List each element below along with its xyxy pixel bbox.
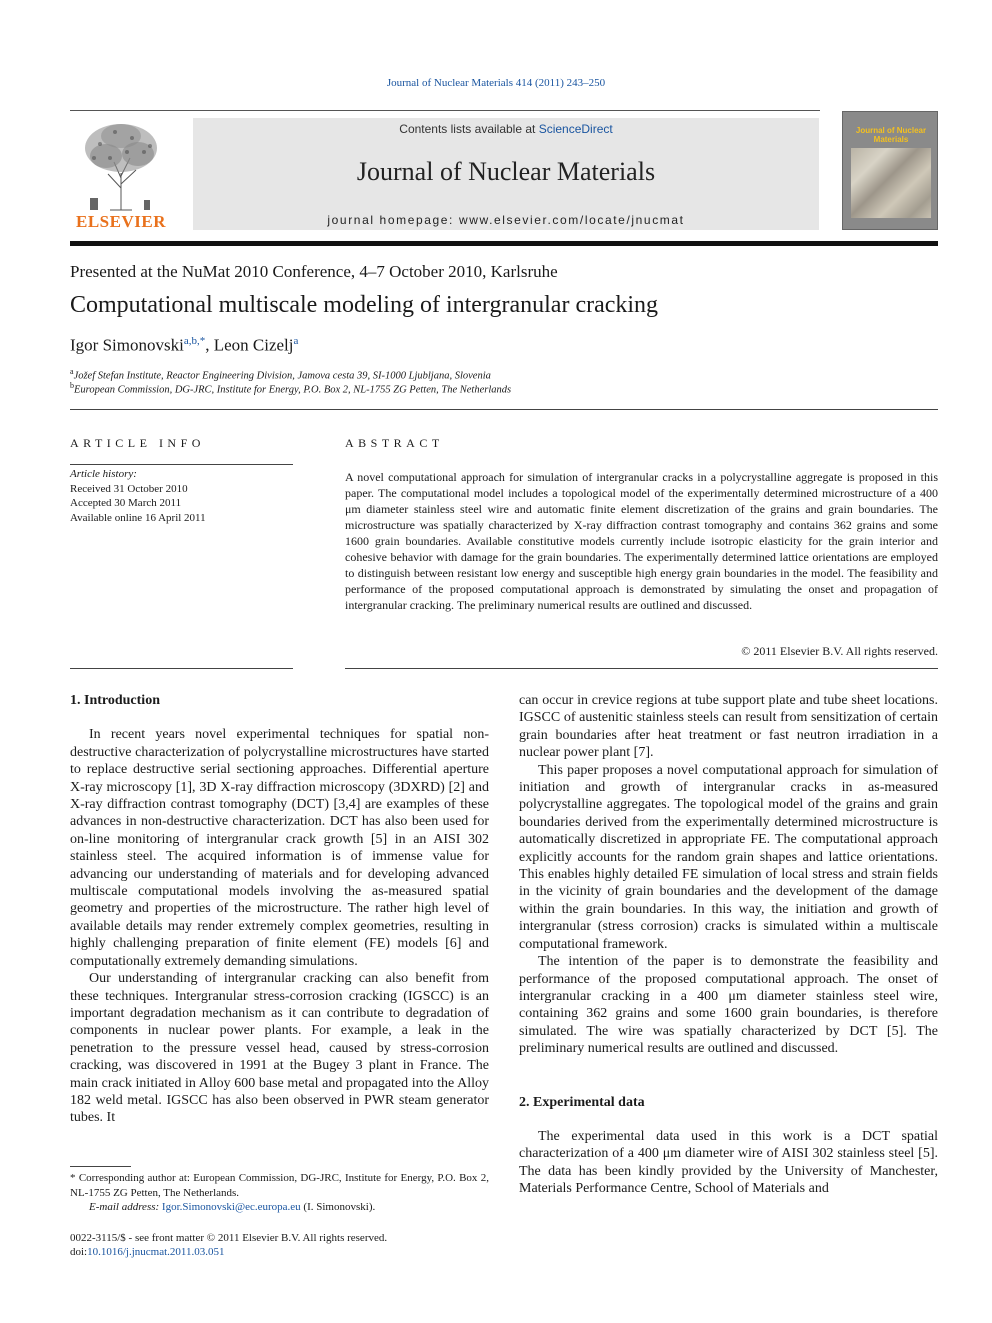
doi-line: [70, 1245, 387, 1259]
footnotes: [70, 1171, 489, 1215]
affiliation-text: European Commission, DG-JRC, Institute for Energy, P.O. Box 2, NL-1755 ZG Petten, The Netherlands: [74, 384, 512, 396]
journal-name: Journal of Nuclear Materials: [356, 157, 656, 186]
affiliation-text: Jožef Stefan Institute, Reactor Engineering Division, Jamova cesta 39, SI-1000 Ljubljana, Slovenia: [73, 370, 491, 382]
author-name[interactable]: Leon Cizelj: [213, 335, 294, 355]
online-date: Available online 16 April 2011: [70, 511, 206, 524]
email-link[interactable]: Igor.Simonovski@ec.europa.eu: [161, 1201, 301, 1213]
doi-link[interactable]: 10.1016/j.jnucmat.2011.03.051: [87, 1246, 225, 1258]
abstract-bottom-rule: [345, 668, 938, 669]
history-label: Article history:: [70, 468, 137, 480]
affiliation-b: [70, 381, 511, 396]
issn-block: [70, 1231, 387, 1259]
email-note: [70, 1200, 489, 1215]
journal-cover-thumbnail[interactable]: [842, 111, 938, 230]
body-left-column: [70, 692, 489, 1127]
contents-prefix: Contents lists available at: [399, 122, 539, 136]
received-date: Received 31 October 2010: [70, 482, 188, 495]
homepage-link[interactable]: www.elsevier.com/locate/jnucmat: [458, 213, 685, 227]
journal-citation[interactable]: Journal of Nuclear Materials 414 (2011) 243–250: [386, 77, 606, 89]
abstract-copyright: © 2011 Elsevier B.V. All rights reserved.: [741, 644, 938, 658]
header-thick-rule: [70, 241, 938, 246]
article-info-rule: [70, 464, 293, 465]
corresponding-author-note: * Corresponding author at: European Commission, DG-JRC, Institute for Energy, P.O. Box 2, NL-1755 ZG Petten, The Netherlands.: [70, 1172, 489, 1199]
issn-line: 0022-3115/$ - see front matter © 2011 Elsevier B.V. All rights reserved.: [70, 1232, 388, 1244]
cover-title: Journal of Nuclear Materials: [855, 126, 927, 144]
paragraph: can occur in crevice regions at tube support plate and tube sheet locations. IGSCC of austenitic stainless steels can result from sensitization of certain grain boundaries after heat treatment or fast neutron irradiation in a nuclear power plant [7].: [519, 693, 938, 761]
section-heading: 1. Introduction: [70, 693, 160, 708]
footnote-rule: [70, 1166, 131, 1167]
affiliation-marker: a: [70, 367, 74, 376]
title-rule: [70, 409, 938, 410]
conference-note: Presented at the NuMat 2010 Conference, 4–7 October 2010, Karlsruhe: [70, 262, 558, 281]
paragraph: The intention of the paper is to demonstrate the feasibility and performance of the proposed computational approach. The onset of intergranular cracking in a 400 μm diameter stainless steel wire, containing 362 grains and some 1600 grain boundaries, is therefore simulated. The wire was spatially characterized by DCT [5]. The preliminary numerical results are outlined and discussed.: [519, 954, 938, 1057]
journal-homepage: [193, 213, 819, 227]
author-separator: ,: [205, 335, 214, 355]
paragraph: The experimental data used in this work is a DCT spatial characterization of a 400 μm diameter wire of AISI 302 stainless steel [5]. The data has been kindly provided by the University of Manchester, Materials Performance Centre, School of Materials and: [519, 1128, 938, 1197]
author-affiliation-marker[interactable]: a,b,*: [183, 335, 206, 347]
email-label: E-mail address:: [89, 1201, 162, 1213]
sciencedirect-link[interactable]: ScienceDirect: [538, 122, 613, 136]
abstract-text: A novel computational approach for simulation of intergranular cracks in a polycrystalline aggregate is proposed in this paper. The computational model includes a topological model of the experimentally determined microstructure of a 400 μm diameter stainless steel wire and automatic finite element discretization of the grains and grain boundaries. The microstructure was spatially characterized by X-ray diffraction contrast tomography and contains 362 grains and some 1600 grain boundaries. Available constitutive models currently include isotropic elasticity for the grain interior and cohesive behavior with damage for the grain boundaries. The experimentally determined lattice orientations are employed to distinguish between resistant low energy and susceptible high energy grain boundaries in the model. The feasibility and performance of the proposed computational approach is demonstrated by simulating the onset and propagation of intergranular cracking. The preliminary numerical results are outlined and discussed.: [345, 470, 938, 612]
author-affiliation-marker[interactable]: a: [293, 335, 299, 347]
author-name[interactable]: Igor Simonovski: [70, 335, 184, 355]
article-info-heading: ARTICLE INFO: [70, 436, 205, 450]
affiliation-marker: b: [70, 381, 74, 390]
paragraph: In recent years novel experimental techniques for spatial non-destructive characterization of polycrystalline microstructures have started to replace destructive serial sectioning approaches. Differential aperture X-ray microscopy [1], 3D X-ray diffraction microscopy (3DXRD) [2] and X-ray diffraction contrast tomography (DCT) [3,4] are examples of these advances in non-destructive characterization. DCT has also been used for on-line monitoring of intergranular crack growth [5] in an AISI 302 stainless steel. The acquired information is of immense value for advancing our understanding of materials and for developing advanced multiscale computational models involving the as-measured spatial geometry and properties of the microstructure. The rather high level of available details may render extremely complex geometries, resulting in highly challenging preparation of finite element (FE) models [6] and computationally extremely demanding simulations.: [70, 727, 489, 969]
paragraph: This paper proposes a novel computational approach for simulation of initiation and growth of intergranular cracks in as-measured polycrystalline aggregates. The topological model of the grains and grain boundaries derived from the experimentally determined microstructure is automatically discretized in appropriate FE. The computational approach explicitly accounts for the random grain shapes and lattice orientations. This enables highly detailed FE simulation of local stress and strain fields in the vicinity of grain boundaries and the development of the damage within the grain boundaries. In this way, the initiation and growth of intergranular (stress corrosion) cracks is simulated within a multiscale computational framework.: [519, 762, 938, 952]
contents-line: [193, 122, 819, 136]
accepted-date: Accepted 30 March 2011: [70, 497, 182, 509]
body-right-column: [519, 692, 938, 1198]
header-rule: [70, 110, 820, 111]
article-info-bottom-rule: [70, 668, 293, 669]
publisher-wordmark: ELSEVIER: [76, 212, 166, 231]
author-list: [70, 335, 298, 356]
affiliation-a: [70, 367, 491, 382]
section-heading: 2. Experimental data: [519, 1094, 645, 1110]
homepage-prefix: journal homepage:: [327, 213, 459, 227]
abstract-heading: ABSTRACT: [345, 436, 444, 450]
email-suffix: (I. Simonovski).: [300, 1201, 376, 1213]
article-title: Computational multiscale modeling of intergranular cracking: [70, 292, 659, 318]
cover-image: [851, 148, 931, 218]
article-history: [70, 467, 206, 525]
doi-label: doi:: [70, 1246, 88, 1258]
paragraph: Our understanding of intergranular cracking can also benefit from these techniques. Intergranular stress-corrosion cracking (IGSCC) is an important degradation mechanism as it can contribute to degradation of components in nuclear power plants. For example, a leak in the penetration to the pressure vessel head, caused by stress-corrosion cracking, was discovered in 1991 at the Bugey 3 plant in France. The main crack initiated in Alloy 600 base metal and propagated into the Alloy 182 weld metal. IGSCC has also been observed in PWR steam generator tubes. It: [70, 971, 489, 1126]
